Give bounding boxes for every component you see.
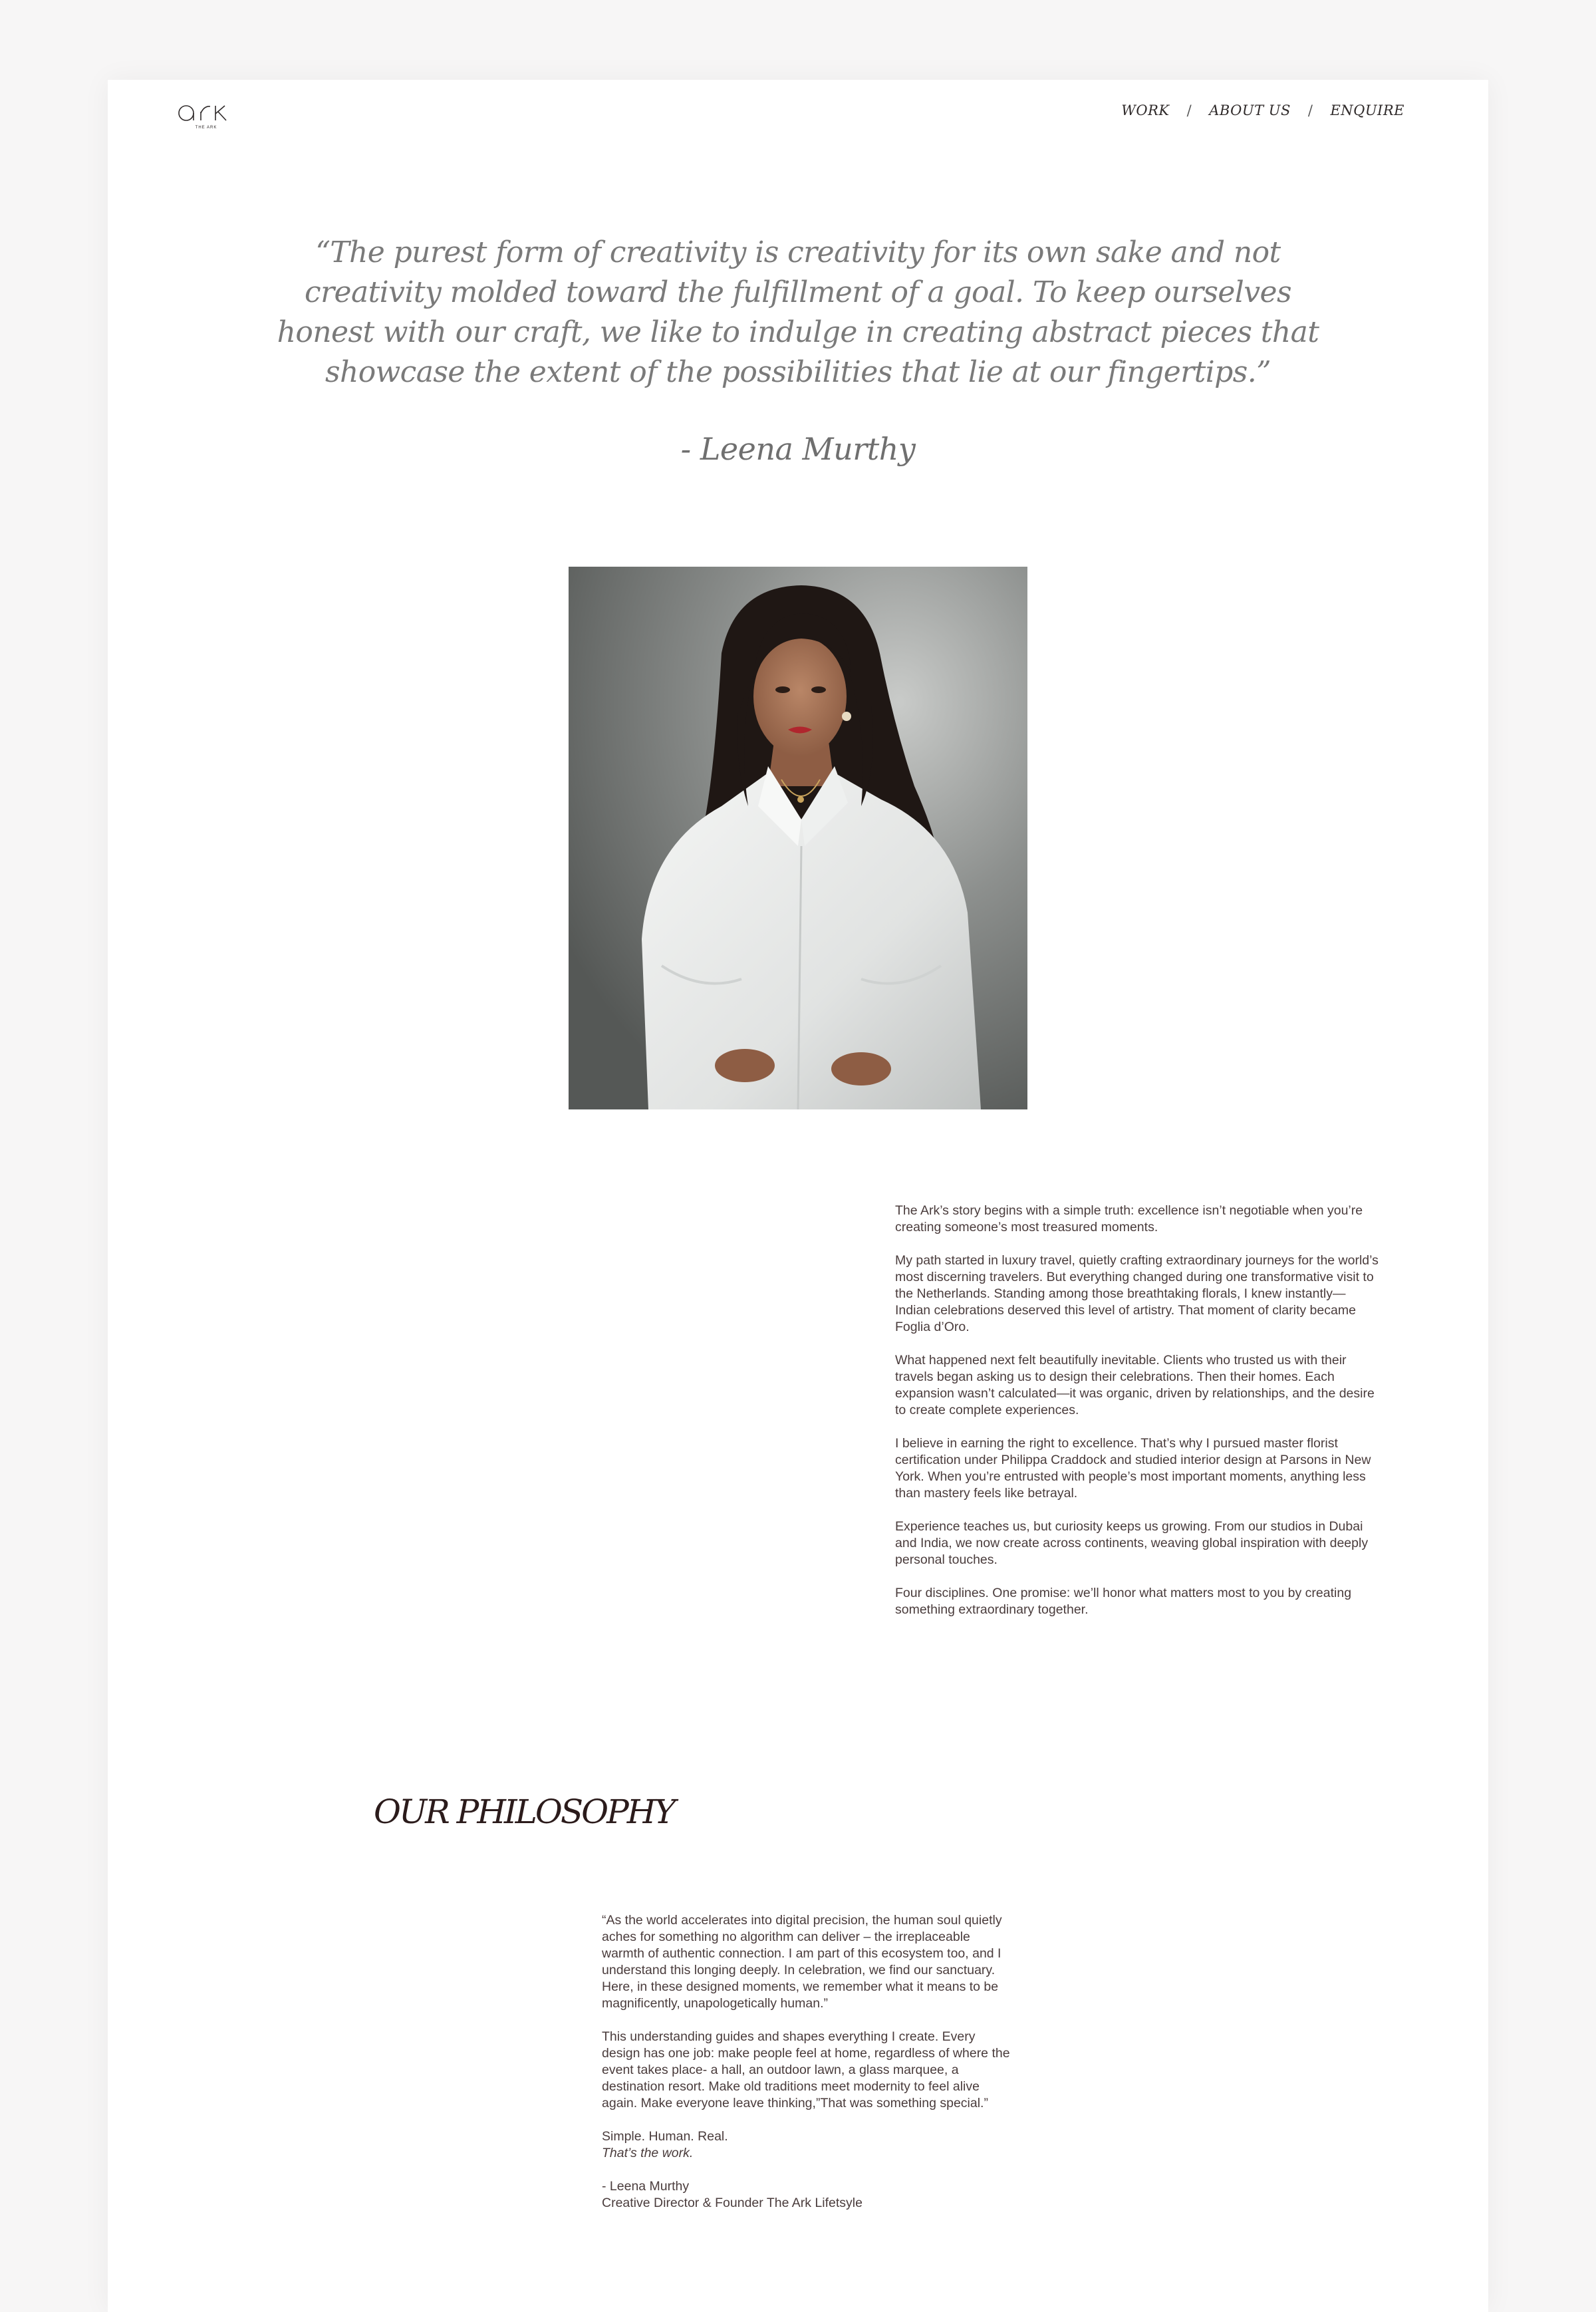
founder-quote: “The purest form of creativity is creativity for its own sake and not creativity molded toward the fulfillment of a goal. To keep ourselves honest with our craft, we like to indulge in creating abstract pieces that showcase the extent of the possibilities that lie at our fingertips.” [277,235,1319,389]
nav-separator: / [1307,102,1313,118]
nav-about-us[interactable]: ABOUT US [1209,102,1291,118]
philosophy-text [602,1912,1014,2228]
quote-author: - Leena Murthy [680,431,916,467]
nav-work[interactable]: WORK [1121,102,1170,118]
nav-separator: / [1186,102,1192,118]
about-story [895,1203,1381,1635]
ark-logo[interactable] [174,97,241,137]
main-nav [1121,102,1404,118]
signature [602,2178,1014,2212]
signature-name: - Leena Murthy [602,2179,690,2194]
page-container [108,80,1488,2312]
story-paragraph: What happened next felt beautifully inevitable. Clients who trusted us with their travels began asking us to design their celebrations. Then their homes. Each expansion wasn’t calculated—it was organic, driven by relationships, and the desire to create complete experiences. [895,1353,1375,1417]
founder-portrait [569,567,1027,1109]
philosophy-closing [602,2128,1014,2162]
closing-line: Simple. Human. Real. [602,2129,728,2144]
philosophy-heading: OUR PHILOSOPHY [374,1793,674,1831]
story-paragraph: I believe in earning the right to excellence. That’s why I pursued master florist certification under Philippa Craddock and studied interior design at Parsons in New York. When you’re entrusted with people’s most important moments, anything less than mastery feels like betrayal. [895,1436,1371,1501]
story-paragraph: Experience teaches us, but curiosity keeps us growing. From our studios in Dubai and India, we now create across continents, weaving global inspiration with deeply personal touches. [895,1519,1369,1567]
logo-subtext: THE ARK [195,126,217,130]
story-paragraph: Four disciplines. One promise: we’ll honor what matters most to you by creating something extraordinary together. [895,1586,1352,1617]
ark-logo-mark [174,97,241,137]
portrait-illustration [569,567,1027,1109]
philosophy-paragraph: This understanding guides and shapes everything I create. Every design has one job: make people feel at home, regardless of where the event takes place- a hall, an outdoor lawn, a glass marquee, a destination resort. Make old traditions meet modernity to feel alive again. Make everyone leave thinking,”That was something special.” [602,2029,1010,2110]
signature-title: Creative Director & Founder The Ark Lifetsyle [602,2196,863,2210]
story-paragraph: My path started in luxury travel, quietly crafting extraordinary journeys for the world’s most discerning travelers. But everything changed during one transformative visit to the Netherlands. Standing among those breathtaking florals, I knew instantly—Indian celebrations deserved this level of artistry. That moment of clarity became Foglia d’Oro. [895,1253,1379,1334]
closing-line-italic: That’s the work. [602,2146,694,2160]
nav-enquire[interactable]: ENQUIRE [1330,102,1404,118]
story-paragraph: The Ark’s story begins with a simple truth: excellence isn’t negotiable when you’re creating someone’s most treasured moments. [895,1203,1363,1234]
philosophy-paragraph: “As the world accelerates into digital precision, the human soul quietly aches for something no algorithm can deliver – the irreplaceable warmth of authentic connection. I am part of this ecosystem too, and I understand this longing deeply. In celebration, we find our sanctuary. Here, in these designed moments, we remember what it means to be magnificently, unapologetically human.” [602,1913,1002,2011]
